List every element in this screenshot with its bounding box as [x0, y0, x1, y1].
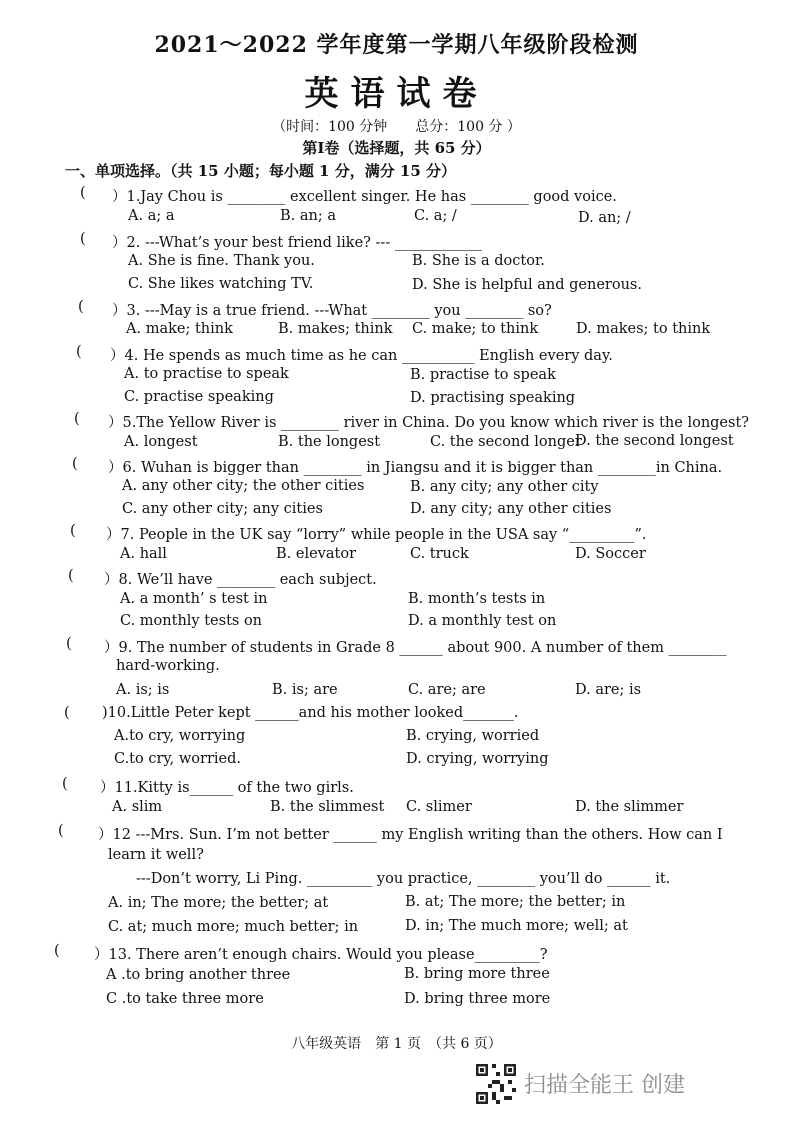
option-c: C. the second longer: [430, 434, 582, 450]
question-text-continued: hard-working.: [116, 658, 220, 674]
option-a: A. in; The more; the better; at: [108, 895, 329, 911]
option-b: B. bring more three: [404, 966, 550, 982]
option-a: A. slim: [112, 799, 163, 815]
option-b: B. is; are: [272, 682, 338, 698]
option-a: A. longest: [124, 434, 198, 450]
option-a: A.to cry, worrying: [114, 728, 246, 744]
option-c: C. at; much more; much better; in: [108, 919, 359, 935]
option-c: C .to take three more: [106, 991, 264, 1007]
subject-title: 英语试卷: [304, 74, 489, 114]
option-d: D. practising speaking: [410, 390, 576, 406]
option-d: D. crying, worrying: [406, 751, 549, 767]
option-c: C. make; to think: [412, 321, 539, 337]
question-text: ）9. The number of students in Grade 8 ______ about 900. A number of them ________: [104, 640, 727, 656]
option-a: A. a month’ s test in: [120, 591, 268, 607]
scanner-watermark: 扫描全能王 创建: [524, 1073, 685, 1098]
option-a: A. any other city; the other cities: [122, 478, 365, 494]
question-text: ）11.Kitty is______ of the two girls.: [100, 780, 354, 796]
answer-bracket[interactable]: (: [72, 456, 78, 472]
option-b: B. practise to speak: [410, 367, 556, 383]
option-a: A. make; think: [126, 321, 233, 337]
question-text: )10.Little Peter kept ______and his mother looked_______.: [102, 705, 519, 721]
section-title: 一、单项选择。（共 15 小题；每小题 1 分，满分 15 分）: [65, 162, 457, 180]
answer-bracket[interactable]: (: [80, 231, 86, 247]
option-c: C. any other city; any cities: [122, 501, 323, 517]
option-d: D. a monthly test on: [408, 613, 557, 629]
question-text: ）5.The Yellow River is ________ river in China. Do you know which river is the longest?: [108, 415, 750, 431]
option-d: D. makes; to think: [576, 321, 711, 337]
question-text: ）2. ---What’s your best friend like? --- ____________: [112, 235, 482, 251]
option-a: A. is; is: [116, 682, 170, 698]
option-d: D. Soccer: [575, 546, 646, 562]
option-b: B. any city; any other city: [410, 479, 599, 495]
answer-bracket[interactable]: (: [54, 943, 60, 959]
answer-bracket[interactable]: (: [70, 523, 76, 539]
exam-info: （时间：100 分钟 总分：100 分 ）: [272, 119, 521, 135]
option-b: B. at; The more; the better; in: [405, 894, 626, 910]
question-text: ）8. We’ll have ________ each subject.: [104, 572, 377, 588]
question-text: ）1.Jay Chou is ________ excellent singer. He has ________ good voice.: [112, 189, 617, 205]
option-d: D. are; is: [575, 682, 642, 698]
option-c: C. truck: [410, 546, 469, 562]
option-a: A .to bring another three: [106, 967, 291, 983]
option-d: D. the second longest: [575, 433, 734, 449]
option-b: B. the longest: [278, 434, 381, 450]
question-text: ）3. ---May is a true friend. ---What ________ you ________ so?: [112, 303, 552, 319]
option-c: C. She likes watching TV.: [128, 276, 314, 292]
option-d: D. bring three more: [404, 991, 551, 1007]
answer-bracket[interactable]: (: [62, 776, 68, 792]
option-b: B. an; a: [280, 208, 336, 224]
volume-title: 第Ⅰ卷（选择题，共 65 分）: [302, 139, 491, 157]
answer-bracket[interactable]: (: [58, 823, 64, 839]
option-a: A. hall: [120, 546, 167, 562]
answer-bracket[interactable]: (: [78, 299, 84, 315]
question-text: ）13. There aren’t enough chairs. Would you please_________?: [94, 947, 548, 963]
answer-bracket[interactable]: (: [80, 185, 86, 201]
option-b: B. crying, worried: [406, 728, 540, 744]
option-c: C. slimer: [406, 799, 472, 815]
question-text: ）7. People in the UK say “lorry” while people in the USA say “_________”.: [106, 527, 647, 543]
option-d: D. in; The much more; well; at: [405, 918, 628, 934]
question-text: ）12 ---Mrs. Sun. I’m not better ______ my English writing than the others. How can I: [98, 827, 723, 843]
option-c: C. practise speaking: [124, 389, 274, 405]
option-d: D. an; /: [578, 210, 631, 226]
question-text: ）4. He spends as much time as he can __________ English every day.: [110, 348, 613, 364]
option-d: D. any city; any other cities: [410, 501, 612, 517]
option-a: A. a; a: [128, 208, 175, 224]
option-b: B. makes; think: [278, 321, 393, 337]
answer-bracket[interactable]: (: [74, 411, 80, 427]
answer-bracket[interactable]: (: [68, 568, 74, 584]
option-c: C.to cry, worried.: [114, 751, 242, 767]
answer-bracket[interactable]: (: [66, 636, 72, 652]
option-b: B. the slimmest: [270, 799, 385, 815]
option-c: C. monthly tests on: [120, 613, 263, 629]
answer-bracket[interactable]: (: [64, 705, 70, 721]
option-b: B. She is a doctor.: [412, 253, 545, 269]
answer-bracket[interactable]: (: [76, 344, 82, 360]
option-c: C. are; are: [408, 682, 486, 698]
exam-header-title: 2021～2022 学年度第一学期八年级阶段检测: [154, 32, 639, 58]
question-dialogue: ---Don’t worry, Li Ping. _________ you practice, ________ you’ll do ______ it.: [136, 871, 671, 887]
option-a: A. to practise to speak: [124, 366, 289, 382]
option-d: D. She is helpful and generous.: [412, 277, 642, 293]
option-c: C. a; /: [414, 208, 457, 224]
option-b: B. elevator: [276, 546, 356, 562]
qr-code-icon: [476, 1064, 516, 1104]
option-b: B. month’s tests in: [408, 591, 546, 607]
option-d: D. the slimmer: [575, 799, 684, 815]
option-a: A. She is fine. Thank you.: [128, 253, 315, 269]
question-text-continued: learn it well?: [108, 847, 204, 863]
page-footer: 八年级英语 第 1 页 （共 6 页）: [291, 1036, 502, 1052]
question-text: ）6. Wuhan is bigger than ________ in Jiangsu and it is bigger than ________in China.: [108, 460, 723, 476]
